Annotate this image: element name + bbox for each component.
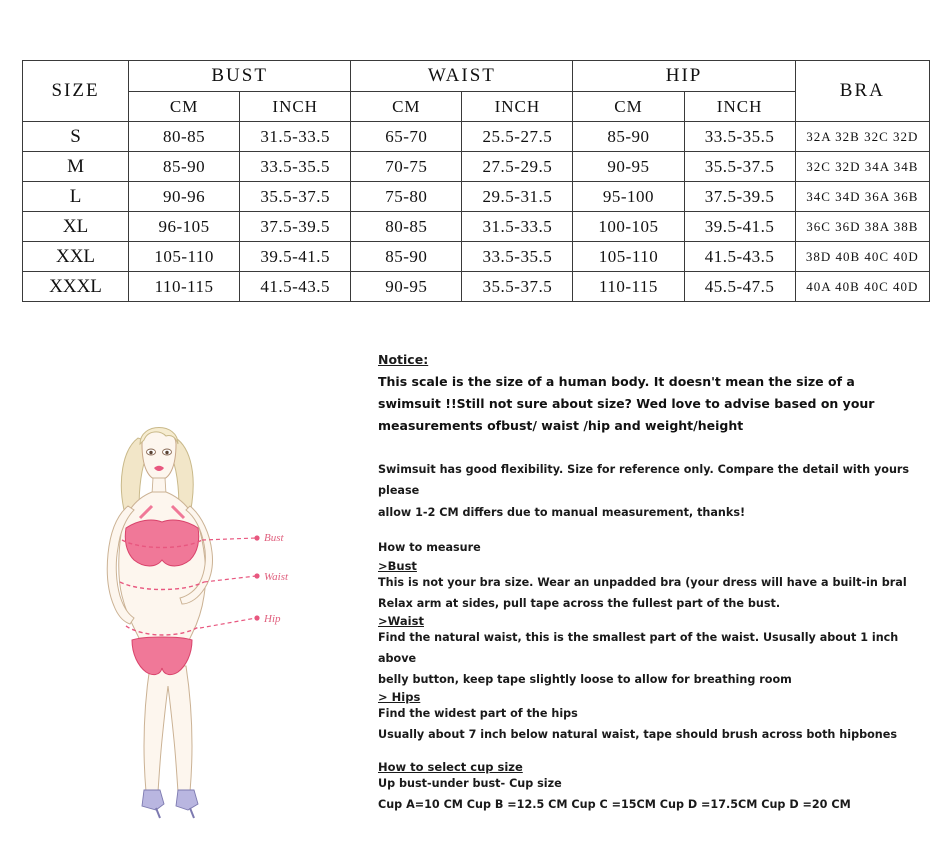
cup-line-2: Cup A=10 CM Cup B =12.5 CM Cup C =15CM Cup D =17.5CM Cup D =20 CM xyxy=(378,797,851,811)
cell-bust-inch: 31.5-33.5 xyxy=(240,122,351,152)
notice-strong-line-1: This scale is the size of a human body. It doesn't mean the size of a xyxy=(378,374,855,389)
size-chart-table xyxy=(22,60,930,302)
hips-heading: > Hips xyxy=(378,690,421,705)
female-body-figure xyxy=(107,428,212,819)
cell-bust-cm: 90-96 xyxy=(129,182,240,212)
measurement-figure-illustration xyxy=(60,410,360,820)
spacer xyxy=(378,524,926,538)
cell-bust-cm: 80-85 xyxy=(129,122,240,152)
cell-bust-cm: 105-110 xyxy=(129,242,240,272)
cell-hip-inch: 41.5-43.5 xyxy=(684,242,795,272)
cell-waist-inch: 25.5-27.5 xyxy=(462,122,573,152)
header-bust-inch: INCH xyxy=(240,92,351,122)
header-hip: HIP xyxy=(573,61,795,92)
bust-line-1: This is not your bra size. Wear an unpadded bra (your dress will have a built-in bral xyxy=(378,575,907,589)
table-row xyxy=(23,272,930,302)
cell-waist-inch: 35.5-37.5 xyxy=(462,272,573,302)
cell-waist-cm: 70-75 xyxy=(351,152,462,182)
flexibility-line-1: Swimsuit has good flexibility. Size for reference only. Compare the detail with yours please xyxy=(378,462,910,498)
notice-title: Notice: xyxy=(378,352,429,367)
cell-waist-inch: 27.5-29.5 xyxy=(462,152,573,182)
spacer xyxy=(378,746,926,760)
hips-line-1: Find the widest part of the hips xyxy=(378,707,578,721)
cell-hip-cm: 110-115 xyxy=(573,272,684,302)
cell-hip-inch: 37.5-39.5 xyxy=(684,182,795,212)
notice-strong-line-2: swimsuit !!Still not sure about size? Wed love to advise based on your xyxy=(378,395,875,411)
cell-bust-cm: 96-105 xyxy=(129,212,240,242)
cell-hip-inch: 35.5-37.5 xyxy=(684,152,795,182)
table-header-row-units xyxy=(23,92,930,122)
cell-hip-cm: 90-95 xyxy=(573,152,684,182)
notice-text-block xyxy=(378,352,926,815)
cup-size-heading: How to select cup size xyxy=(378,759,523,774)
cell-waist-inch: 33.5-35.5 xyxy=(462,242,573,272)
header-bra: BRA xyxy=(795,61,929,122)
table-row xyxy=(23,152,930,182)
cell-hip-cm: 95-100 xyxy=(573,182,684,212)
cell-waist-inch: 29.5-31.5 xyxy=(462,182,573,212)
cell-hip-inch: 39.5-41.5 xyxy=(684,212,795,242)
header-size: SIZE xyxy=(23,61,129,122)
cell-bust-inch: 35.5-37.5 xyxy=(240,182,351,212)
cell-bust-inch: 39.5-41.5 xyxy=(240,242,351,272)
cell-waist-cm: 90-95 xyxy=(351,272,462,302)
cell-bra: 40A 40B 40C 40D xyxy=(795,272,929,302)
cell-size: M xyxy=(23,152,129,182)
table-row xyxy=(23,122,930,152)
cell-waist-cm: 85-90 xyxy=(351,242,462,272)
waist-heading: >Waist xyxy=(378,614,424,629)
cell-bra: 32A 32B 32C 32D xyxy=(795,122,929,152)
cell-bust-inch: 33.5-35.5 xyxy=(240,152,351,182)
cell-waist-cm: 75-80 xyxy=(351,182,462,212)
cell-hip-cm: 85-90 xyxy=(573,122,684,152)
hips-line-2: Usually about 7 inch below natural waist, tape should brush across both hipbones xyxy=(378,728,897,742)
cell-hip-cm: 100-105 xyxy=(573,212,684,242)
label-hip: Hip xyxy=(264,613,281,625)
cell-bra: 32C 32D 34A 34B xyxy=(795,152,929,182)
cell-bust-inch: 41.5-43.5 xyxy=(240,272,351,302)
label-bust: Bust xyxy=(264,532,284,544)
cell-waist-inch: 31.5-33.5 xyxy=(462,212,573,242)
header-waist-inch: INCH xyxy=(462,92,573,122)
cell-waist-cm: 65-70 xyxy=(351,122,462,152)
header-hip-inch: INCH xyxy=(684,92,795,122)
flexibility-line-2: allow 1-2 CM differs due to manual measurement, thanks! xyxy=(378,506,746,520)
cell-hip-inch: 33.5-35.5 xyxy=(684,122,795,152)
table-row xyxy=(23,212,930,242)
cell-hip-cm: 105-110 xyxy=(573,242,684,272)
bust-line-2: Relax arm at sides, pull tape across the fullest part of the bust. xyxy=(378,596,781,610)
cell-bust-cm: 85-90 xyxy=(129,152,240,182)
label-waist: Waist xyxy=(264,571,289,583)
table-row xyxy=(23,242,930,272)
header-hip-cm: CM xyxy=(573,92,684,122)
cell-size: S xyxy=(23,122,129,152)
waist-line-1: Find the natural waist, this is the smallest part of the waist. Ususally about 1 inch above xyxy=(378,631,899,666)
size-chart-table-container xyxy=(22,60,930,302)
cell-size: XXXL xyxy=(23,272,129,302)
cell-bra: 38D 40B 40C 40D xyxy=(795,242,929,272)
cell-size: L xyxy=(23,182,129,212)
bust-heading: >Bust xyxy=(378,558,417,573)
table-row xyxy=(23,182,930,212)
cell-hip-inch: 45.5-47.5 xyxy=(684,272,795,302)
table-header-row-groups xyxy=(23,61,930,92)
cell-size: XXL xyxy=(23,242,129,272)
waist-line-2: belly button, keep tape slightly loose to allow for breathing room xyxy=(378,672,792,686)
spacer xyxy=(378,437,926,459)
cup-line-1: Up bust-under bust- Cup size xyxy=(378,776,562,790)
header-bust: BUST xyxy=(129,61,351,92)
header-waist: WAIST xyxy=(351,61,573,92)
cell-waist-cm: 80-85 xyxy=(351,212,462,242)
header-waist-cm: CM xyxy=(351,92,462,122)
cell-bust-inch: 37.5-39.5 xyxy=(240,212,351,242)
how-to-measure-heading: How to measure xyxy=(378,541,481,555)
cell-bra: 34C 34D 36A 36B xyxy=(795,182,929,212)
header-bust-cm: CM xyxy=(129,92,240,122)
cell-bra: 36C 36D 38A 38B xyxy=(795,212,929,242)
cell-size: XL xyxy=(23,212,129,242)
cell-bust-cm: 110-115 xyxy=(129,272,240,302)
notice-strong-line-3: measurements ofbust/ waist /hip and weight/height xyxy=(378,417,744,433)
